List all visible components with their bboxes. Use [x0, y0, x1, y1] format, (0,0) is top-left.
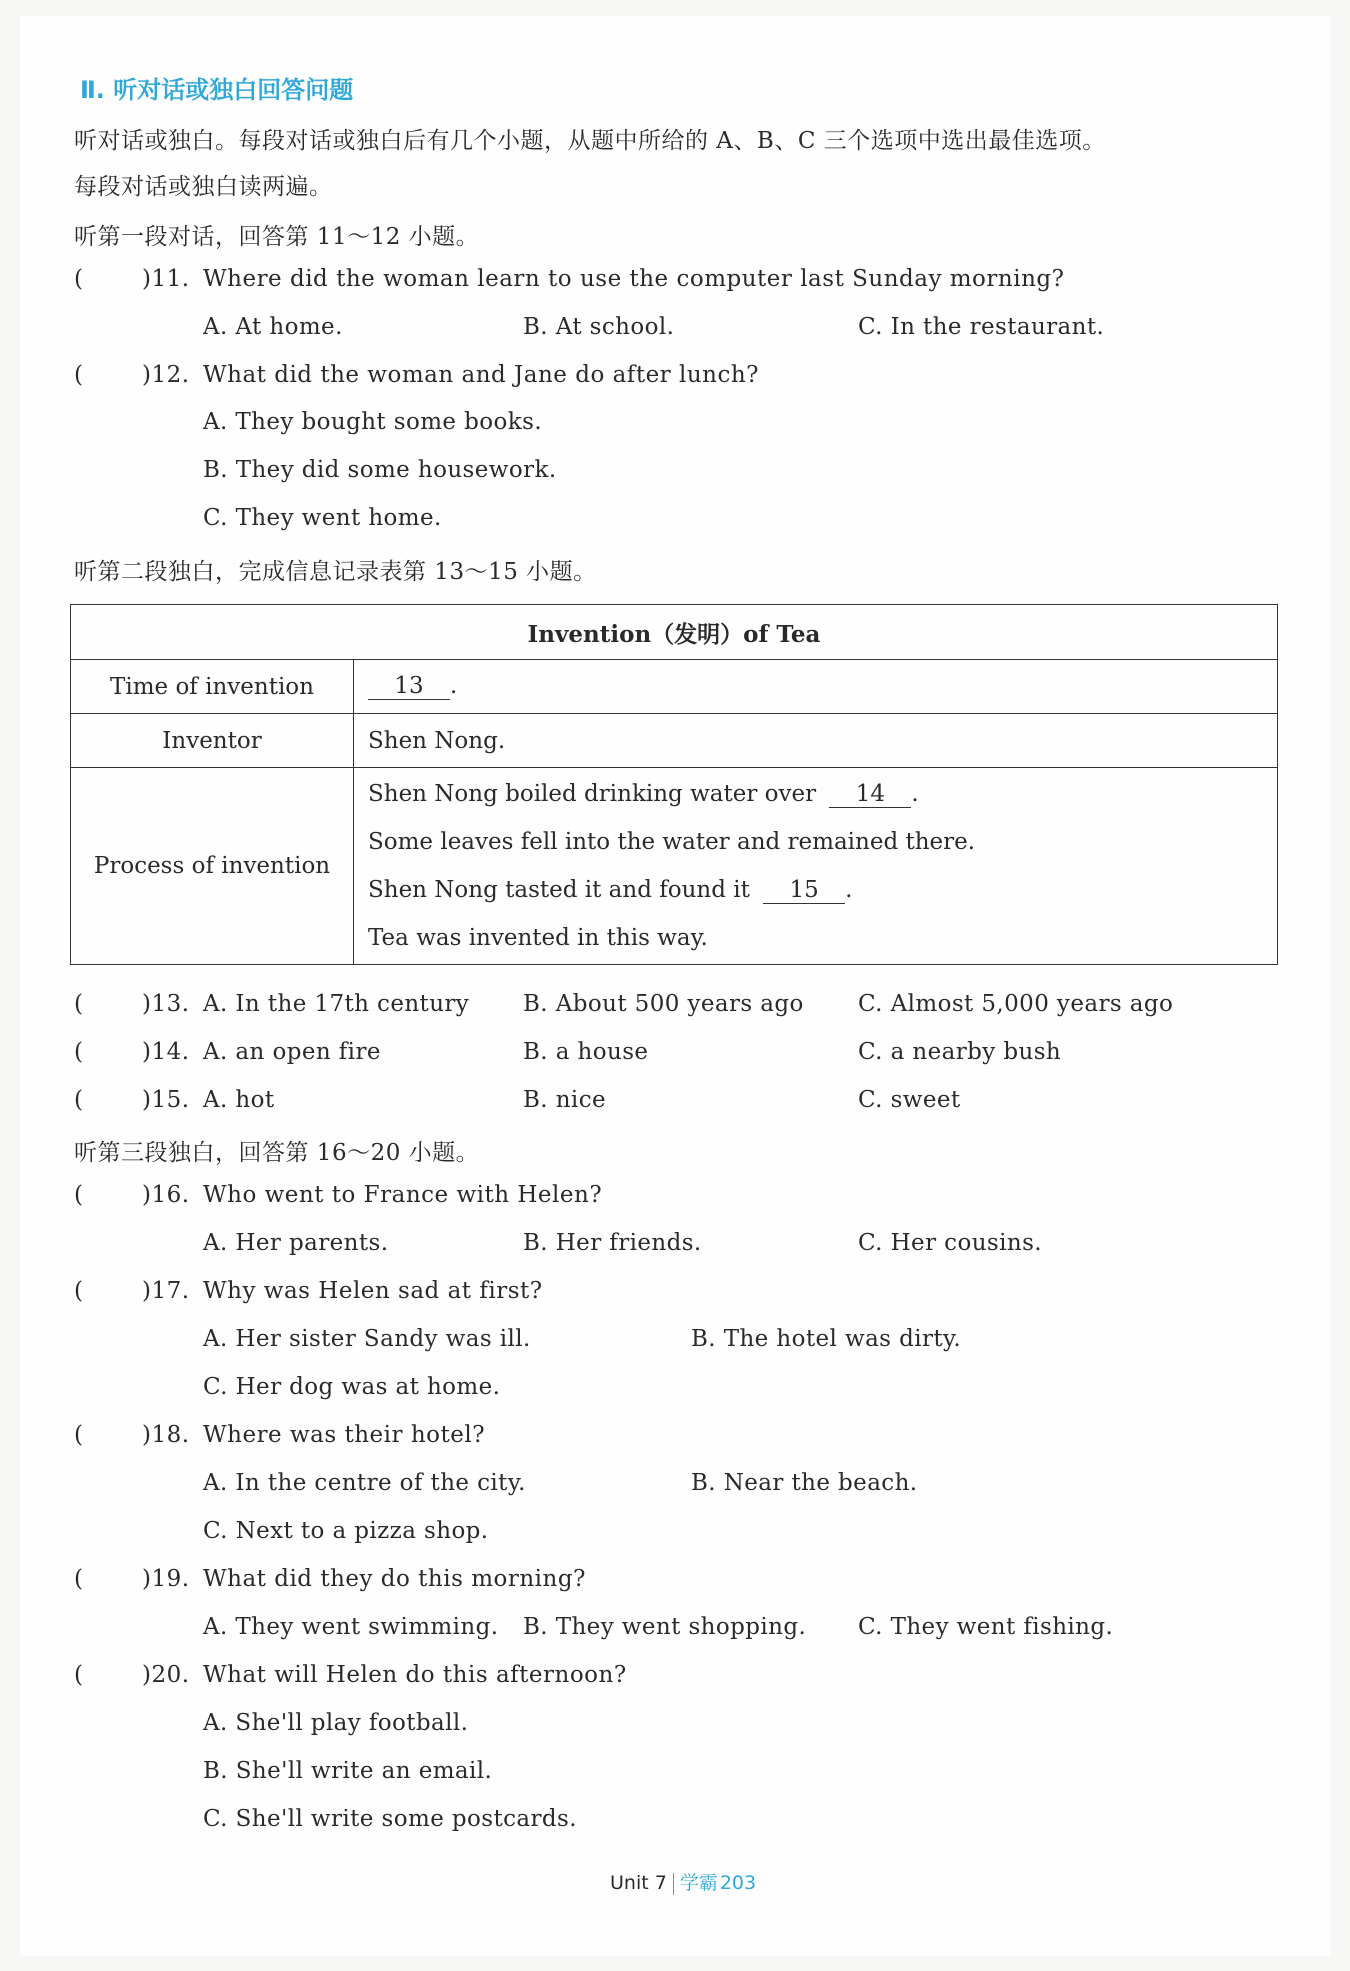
q15-option-c: C. sweet — [858, 1087, 961, 1113]
part1-heading: 听第一段对话，回答第 11～12 小题。 — [74, 224, 480, 250]
q20-option-b: B. She'll write an email. — [203, 1758, 493, 1784]
time-period: . — [450, 672, 458, 699]
process-line-2: Some leaves fell into the water and remained there. — [368, 829, 976, 855]
section-title: Ⅱ. 听对话或独白回答问题 — [80, 76, 354, 104]
part3-heading: 听第三段独白，回答第 16～20 小题。 — [74, 1140, 480, 1166]
q19-number: )19. — [142, 1566, 190, 1592]
process-text-3: Shen Nong tasted it and found it — [368, 877, 750, 903]
q19-option-c: C. They went fishing. — [858, 1614, 1114, 1640]
q17-option-b: B. The hotel was dirty. — [691, 1326, 962, 1352]
q13-number: )13. — [142, 991, 190, 1017]
q19-text: What did they do this morning? — [203, 1566, 586, 1592]
q17-text: Why was Helen sad at first? — [203, 1278, 543, 1304]
q12-option-b: B. They did some housework. — [203, 457, 557, 483]
q15-option-a: A. hot — [203, 1087, 275, 1113]
table-title: Invention（发明）of Tea — [71, 605, 1278, 660]
answer-paren: ( — [74, 1039, 83, 1065]
page-footer — [610, 1868, 756, 1895]
process-period-3: . — [845, 877, 853, 903]
blank-15: 15 — [763, 878, 845, 904]
q18-option-c: C. Next to a pizza shop. — [203, 1518, 489, 1544]
q16-text: Who went to France with Helen? — [203, 1182, 603, 1208]
q16-option-c: C. Her cousins. — [858, 1230, 1043, 1256]
q17-option-a: A. Her sister Sandy was ill. — [203, 1326, 531, 1352]
footer-brand: 学霸 — [679, 1872, 718, 1894]
q14-option-c: C. a nearby bush — [858, 1039, 1062, 1065]
q18-text: Where was their hotel? — [203, 1422, 486, 1448]
answer-paren: ( — [74, 991, 83, 1017]
process-line-3 — [368, 866, 1277, 914]
process-text-1: Shen Nong boiled drinking water over — [368, 781, 817, 807]
q11-option-a: A. At home. — [203, 314, 343, 340]
inventor-label: Inventor — [71, 714, 354, 768]
q15-option-b: B. nice — [523, 1087, 606, 1113]
q11-number: )11. — [142, 266, 190, 292]
q20-option-a: A. She'll play football. — [203, 1710, 469, 1736]
answer-paren: ( — [74, 1566, 83, 1592]
q11-text: Where did the woman learn to use the computer last Sunday morning? — [203, 266, 1065, 292]
q20-number: )20. — [142, 1662, 190, 1688]
q18-option-a: A. In the centre of the city. — [203, 1470, 526, 1496]
answer-paren: ( — [74, 266, 83, 292]
footer-page-number: 203 — [719, 1872, 757, 1894]
blank-14: 14 — [829, 782, 911, 808]
q15-number: )15. — [142, 1087, 190, 1113]
q19-option-a: A. They went swimming. — [203, 1614, 499, 1640]
q14-number: )14. — [142, 1039, 190, 1065]
instruction-line-1: 听对话或独白。每段对话或独白后有几个小题，从题中所给的 A、B、C 三个选项中选出最佳选项。 — [74, 128, 1106, 154]
invention-table — [70, 604, 1278, 965]
q12-text: What did the woman and Jane do after lunch? — [203, 362, 759, 388]
process-value — [354, 768, 1278, 965]
answer-paren: ( — [74, 362, 83, 388]
q16-option-a: A. Her parents. — [203, 1230, 389, 1256]
time-value — [354, 660, 1278, 714]
answer-paren: ( — [74, 1087, 83, 1113]
process-line-1 — [368, 770, 1277, 818]
answer-paren: ( — [74, 1278, 83, 1304]
answer-paren: ( — [74, 1422, 83, 1448]
process-line-4: Tea was invented in this way. — [368, 925, 708, 951]
q11-option-c: C. In the restaurant. — [858, 314, 1105, 340]
footer-unit: Unit 7 — [610, 1872, 667, 1894]
q12-number: )12. — [142, 362, 190, 388]
blank-13: 13 — [368, 674, 450, 700]
q13-option-a: A. In the 17th century — [203, 991, 470, 1017]
time-label: Time of invention — [71, 660, 354, 714]
q20-option-c: C. She'll write some postcards. — [203, 1806, 577, 1832]
answer-paren: ( — [74, 1662, 83, 1688]
process-period-1: . — [911, 781, 919, 807]
q16-number: )16. — [142, 1182, 190, 1208]
q17-number: )17. — [142, 1278, 190, 1304]
part2-heading: 听第二段独白，完成信息记录表第 13～15 小题。 — [74, 559, 597, 585]
q19-option-b: B. They went shopping. — [523, 1614, 807, 1640]
process-label: Process of invention — [71, 768, 354, 965]
q16-option-b: B. Her friends. — [523, 1230, 702, 1256]
footer-separator — [673, 1873, 674, 1895]
q11-option-b: B. At school. — [523, 314, 675, 340]
answer-paren: ( — [74, 1182, 83, 1208]
q18-number: )18. — [142, 1422, 190, 1448]
q18-option-b: B. Near the beach. — [691, 1470, 918, 1496]
inventor-value: Shen Nong. — [354, 714, 1278, 768]
q17-option-c: C. Her dog was at home. — [203, 1374, 501, 1400]
q14-option-b: B. a house — [523, 1039, 649, 1065]
q20-text: What will Helen do this afternoon? — [203, 1662, 627, 1688]
q12-option-c: C. They went home. — [203, 505, 442, 531]
q12-option-a: A. They bought some books. — [203, 409, 543, 435]
q14-option-a: A. an open fire — [203, 1039, 381, 1065]
q13-option-c: C. Almost 5,000 years ago — [858, 991, 1174, 1017]
q13-option-b: B. About 500 years ago — [523, 991, 804, 1017]
instruction-line-2: 每段对话或独白读两遍。 — [74, 174, 333, 200]
